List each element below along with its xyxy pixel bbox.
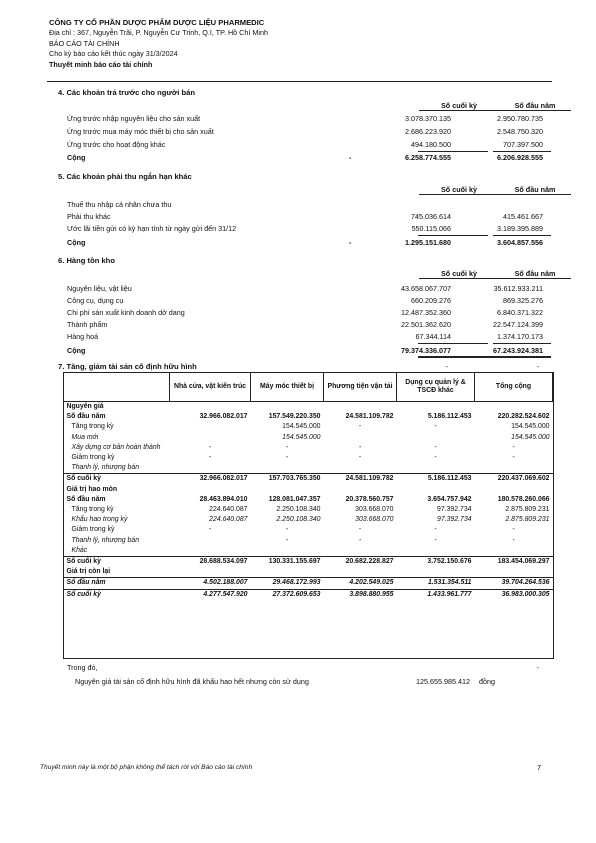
- subtotal-line: [418, 151, 488, 152]
- table-row: Hàng hoá 67.344.114 1.374.170.173: [67, 332, 543, 341]
- footer-note: Thuyết minh này là một bộ phận không thể tách rời với Báo cáo tài chính: [40, 764, 253, 771]
- row-label: Thanh lý, nhượng bán: [71, 464, 140, 472]
- table-row: [64, 567, 553, 578]
- company-name: CÔNG TY CỔ PHẦN DƯỢC PHẨM DƯỢC LIỆU PHARMEDIC: [49, 18, 265, 27]
- table-cell: [170, 567, 251, 578]
- table-cell: 20.682.228.827: [324, 557, 397, 568]
- table-cell: [251, 463, 324, 474]
- table-row: Phải thu khác 745.036.614 415.461.667: [67, 212, 543, 221]
- total-double-underline: [418, 356, 551, 358]
- section-6-title: 6. Hàng tồn kho: [58, 256, 115, 265]
- table-cell: [324, 485, 397, 495]
- table-cell: [170, 485, 251, 495]
- table-cell: 3.898.880.955: [324, 589, 397, 600]
- table-row: [64, 557, 553, 568]
- table-cell: -: [434, 423, 437, 431]
- table-cell: 2.875.809.231: [505, 506, 550, 514]
- note-intro-row: [67, 663, 543, 674]
- table-row: [64, 463, 553, 474]
- table-cell: 5.186.112.453: [427, 413, 472, 421]
- header-divider: [47, 81, 552, 82]
- table-cell: 154.545.000: [511, 423, 550, 431]
- table-cell: -: [434, 454, 437, 462]
- section-6-column-headers: [67, 269, 556, 280]
- table-cell: 28.688.534.097: [170, 557, 251, 568]
- row-label: Mua mới: [71, 433, 99, 441]
- header-cell: Máy móc thiết bị: [251, 373, 324, 402]
- row-label: Tăng trong kỳ: [71, 506, 114, 514]
- row-label: Số cuối kỳ: [64, 557, 170, 568]
- row-label: Số cuối kỳ: [64, 589, 170, 600]
- col-closing-header: Số cuối kỳ: [419, 101, 499, 111]
- row-label: Số cuối kỳ: [64, 474, 170, 485]
- table-cell: -: [208, 454, 212, 462]
- table-cell: [324, 402, 397, 413]
- row-label: Tăng trong kỳ: [71, 423, 114, 431]
- document-header: [49, 18, 268, 70]
- table-cell: 220.437.069.602: [475, 474, 553, 485]
- table-cell: [397, 546, 475, 557]
- table-cell: 28.463.894.010: [199, 495, 248, 503]
- total-row: Cộng - 6.258.774.555 6.206.928.555: [67, 153, 543, 162]
- table-cell: -: [512, 526, 515, 534]
- row-label: Khác: [71, 546, 88, 554]
- table-cell: 1.531.354.511: [397, 578, 475, 589]
- subtotal-line: [493, 343, 551, 344]
- table-cell: -: [208, 443, 212, 451]
- table-row: [64, 433, 553, 443]
- table-cell: 154.545.000: [282, 433, 321, 441]
- table-cell: 154.545.000: [282, 423, 321, 431]
- table-cell: 20.378.560.757: [345, 495, 394, 503]
- row-label: Khấu hao trong kỳ: [71, 516, 128, 524]
- notes-title: Thuyết minh báo cáo tài chính: [49, 59, 153, 69]
- table-cell: 180.578.260.066: [497, 495, 550, 503]
- table-cell: -: [285, 454, 289, 462]
- company-address: Địa chỉ : 367, Nguyễn Trãi, P. Nguyễn Cư Trinh, Q.I, TP. Hồ Chí Minh: [49, 28, 268, 38]
- table-cell: 3.752.150.676: [397, 557, 475, 568]
- table-cell: [397, 402, 475, 413]
- table-row: Công cụ, dụng cụ 660.209.276 869.325.276: [67, 296, 543, 305]
- table-row: [64, 578, 553, 589]
- table-header-row: [64, 373, 553, 402]
- table-cell: 97.392.734: [437, 516, 472, 524]
- table-cell: [170, 536, 251, 546]
- table-cell: 4.277.547.920: [170, 589, 251, 600]
- table-cell: 224.640.087: [209, 506, 248, 514]
- table-cell: 29.468.172.993: [251, 578, 324, 589]
- note-value: 125.655.985.412: [416, 677, 470, 686]
- note-intro: Trong đó,: [67, 663, 98, 672]
- section-4-column-headers: [67, 101, 556, 112]
- total-row: Cộng 79.374.336.077 67.243.924.381: [67, 346, 543, 355]
- table-cell: [170, 422, 251, 432]
- section-5-title: 5. Các khoản phải thu ngắn hạn khác: [58, 172, 192, 181]
- row-label: Nguyên giá: [66, 403, 104, 410]
- header-cell: [64, 373, 170, 402]
- row-label: Số đầu năm: [66, 495, 106, 503]
- row-label: Số đầu năm: [64, 578, 170, 589]
- section-7-markers: - -: [445, 362, 539, 371]
- section-5-column-headers: [67, 185, 556, 196]
- subtotal-line: [493, 151, 551, 152]
- table-cell: 154.545.000: [511, 433, 550, 441]
- table-cell: [170, 402, 251, 413]
- table-row: [64, 453, 553, 463]
- table-cell: [324, 433, 397, 443]
- table-cell: [475, 463, 553, 474]
- table-cell: 220.282.524.602: [497, 413, 550, 421]
- table-row: Ước lãi tiền gửi có kỳ hạn tính từ ngày gửi đến 31/12 550.115.066 3.189.395.889: [67, 224, 543, 233]
- table-row: [64, 495, 553, 505]
- table-cell: -: [285, 443, 289, 451]
- table-cell: [251, 546, 324, 557]
- table-row: [64, 443, 553, 453]
- table-cell: -: [358, 423, 362, 431]
- col-opening-header: Số đầu năm: [499, 185, 571, 195]
- table-cell: [397, 567, 475, 578]
- section-4-title: 4. Các khoản trả trước cho người bán: [58, 88, 195, 97]
- table-cell: 183.454.069.297: [475, 557, 553, 568]
- table-cell: [475, 546, 553, 557]
- table-cell: 24.581.109.782: [324, 474, 397, 485]
- table-cell: 157.703.765.350: [251, 474, 324, 485]
- table-row: [64, 485, 553, 495]
- table-cell: -: [358, 536, 362, 544]
- table-cell: 24.581.109.782: [345, 413, 394, 421]
- table-row: [64, 412, 553, 422]
- page-number: 7: [537, 763, 542, 772]
- table-cell: [324, 567, 397, 578]
- row-label: Giá trị còn lại: [66, 568, 111, 576]
- subtotal-line: [418, 235, 488, 236]
- fixed-assets-body: [64, 402, 553, 600]
- header-cell: Dụng cụ quản lý & TSCĐ khác: [397, 373, 475, 402]
- table-cell: [475, 402, 553, 413]
- table-cell: 303.668.070: [355, 516, 394, 524]
- section-7-title: 7. Tăng, giảm tài sản cố định hữu hình: [58, 362, 197, 371]
- fixed-assets-table: [63, 372, 553, 600]
- note-dash: -: [536, 663, 539, 672]
- table-cell: 2.250.108.340: [276, 506, 321, 514]
- table-cell: 2.875.809.231: [505, 516, 550, 524]
- table-cell: [324, 546, 397, 557]
- row-label: Giảm trong kỳ: [71, 526, 115, 534]
- table-row: Thành phẩm 22.501.362.620 22.547.124.399: [67, 320, 543, 329]
- table-cell: 157.549.220.350: [268, 413, 321, 421]
- table-cell: -: [434, 536, 437, 544]
- subtotal-line: [418, 343, 488, 344]
- table-row: Nguyên liệu, vật liệu 43.658.067.707 35.612.933.211: [67, 284, 543, 293]
- table-cell: 97.392.734: [437, 506, 472, 514]
- table-cell: [170, 433, 251, 443]
- table-row: [64, 515, 553, 525]
- table-cell: -: [358, 526, 362, 534]
- row-label: Giảm trong kỳ: [71, 454, 115, 462]
- table-cell: 27.372.609.653: [251, 589, 324, 600]
- table-cell: 3.654.757.942: [427, 495, 472, 503]
- col-closing-header: Số cuối kỳ: [419, 185, 499, 195]
- table-cell: 5.186.112.453: [397, 474, 475, 485]
- header-cell: Phương tiện vận tải: [324, 373, 397, 402]
- table-cell: 2.250.108.340: [276, 516, 321, 524]
- report-title: BÁO CÁO TÀI CHÍNH: [49, 38, 120, 48]
- row-label: Giá trị hao mòn: [66, 485, 118, 493]
- table-row: Ứng trước cho hoạt động khác 494.180.500 707.397.500: [67, 140, 543, 149]
- table-cell: -: [512, 536, 515, 544]
- table-cell: [251, 567, 324, 578]
- table-cell: [397, 485, 475, 495]
- table-row: Ứng trước mua máy móc thiết bị cho sản xuất 2.686.223.920 2.548.750.320: [67, 127, 543, 136]
- row-label: Số đầu năm: [66, 413, 106, 421]
- table-row: [64, 525, 553, 535]
- subtotal-line: [493, 235, 551, 236]
- header-cell: Nhà cửa, vật kiến trúc: [170, 373, 251, 402]
- table-cell: 130.331.155.697: [251, 557, 324, 568]
- table-cell: [170, 546, 251, 557]
- table-cell: [475, 485, 553, 495]
- report-period: Cho kỳ báo cáo kết thúc ngày 31/3/2024: [49, 49, 178, 59]
- table-cell: 32.966.082.017: [199, 413, 248, 421]
- table-cell: [251, 485, 324, 495]
- table-cell: -: [434, 443, 437, 451]
- table-cell: -: [358, 454, 362, 462]
- table-cell: -: [285, 536, 289, 544]
- table-row: Chi phí sản xuất kinh doanh dở dang 12.487.352.360 6.840.371.322: [67, 308, 543, 317]
- note-row: [67, 677, 543, 688]
- table-row: [64, 474, 553, 485]
- col-opening-header: Số đầu năm: [499, 269, 571, 279]
- note-text: Nguyên giá tài sản cố định hữu hình đã khấu hao hết nhưng còn sử dụng: [75, 677, 309, 686]
- col-closing-header: Số cuối kỳ: [419, 269, 499, 279]
- row-label: Thanh lý, nhượng bán: [71, 536, 140, 544]
- table-cell: -: [208, 526, 212, 534]
- table-row: [64, 536, 553, 546]
- table-cell: 303.668.070: [355, 506, 394, 514]
- table-cell: [397, 433, 475, 443]
- table-cell: 39.704.264.536: [475, 578, 553, 589]
- table-row: [64, 422, 553, 432]
- table-cell: [397, 463, 475, 474]
- table-cell: [251, 402, 324, 413]
- table-cell: 32.966.082.017: [170, 474, 251, 485]
- header-cell: Tổng cộng: [475, 373, 553, 402]
- note-unit: đồng: [479, 677, 495, 686]
- row-label: Xây dựng cơ bản hoàn thành: [71, 443, 161, 451]
- table-cell: [324, 463, 397, 474]
- table-cell: -: [512, 443, 515, 451]
- table-cell: 36.983.000.305: [475, 589, 553, 600]
- table-row: Ứng trước nhập nguyên liệu cho sản xuất 3.078.370.135 2.950.780.735: [67, 114, 543, 123]
- table-cell: [170, 463, 251, 474]
- table-row: [64, 505, 553, 515]
- table-cell: 4.502.188.007: [170, 578, 251, 589]
- table-cell: [475, 567, 553, 578]
- table-cell: -: [512, 454, 515, 462]
- table-cell: -: [358, 443, 362, 451]
- table-cell: 128.081.047.357: [268, 495, 321, 503]
- table-cell: 4.202.549.025: [324, 578, 397, 589]
- table-row: [64, 402, 553, 413]
- table-cell: -: [285, 526, 289, 534]
- table-cell: 1.433.961.777: [397, 589, 475, 600]
- col-opening-header: Số đầu năm: [499, 101, 571, 111]
- table-cell: 224.640.087: [209, 516, 248, 524]
- table-row: [64, 589, 553, 600]
- table-cell: -: [434, 526, 437, 534]
- total-row: Cộng - 1.295.151.680 3.604.857.556: [67, 238, 543, 247]
- table-row: [64, 546, 553, 557]
- table-row: Thuế thu nhập cá nhân chưa thu: [67, 200, 172, 209]
